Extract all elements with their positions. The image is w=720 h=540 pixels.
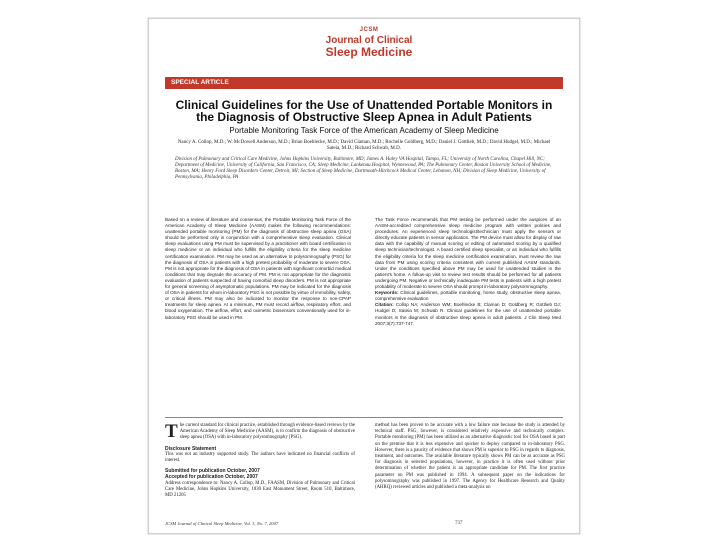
keywords-label: Keywords: <box>375 290 399 296</box>
abstract-left-column <box>165 217 351 321</box>
accepted-heading: Accepted for publication October, 2007 <box>165 474 258 481</box>
disclosure-text: This was not an industry supported study. The authors have indicated no financial conflicts of interest. <box>165 451 355 464</box>
body-right-text: method has been proven to be accurate with a low failure rate because the study is attended by technical staff. PSG, however, is considered relatively expensive and technically complex. Portable monitoring (PM) has been utilized as an alternative diagnostic tool for OSA based in part on the premise that it is less expensive and quicker to deploy compared to in-laboratory PSG. However, there is a paucity of evidence that shows PM is superior to PSG in regards to diagnosis, treatment, and outcomes. The available literature typically shows PM can be as accurate as PSG for diagnosis in selected populations, however, in practice it is often used without prior determination of whether the patient is an appropriate candidate for PM. The first practice parameter on PM was published in 1994. A subsequent paper on the indications for polysomnography was published in 1997. The Agency for Healthcare Research and Quality (AHRQ) reviewed articles and published a meta-analysis on <box>375 423 565 491</box>
article-page <box>148 18 580 534</box>
journal-footer: JCSM Journal of Clinical Sleep Medicine, Vol. 3, No. 7, 2007 <box>165 521 279 526</box>
article-title: Clinical Guidelines for the Use of Unattended Portable Monitors in the Diagnosis of Obstructive Sleep Apnea in Adult Patients <box>175 98 553 124</box>
citation-label: Citation: <box>375 302 394 308</box>
affiliations: Division of Pulmonary and Critical Care Medicine, Johns Hopkins University, Baltimore, MD; James A. Haley VA Hospital, Tampa, FL; University of North Carolina, Chapel Hill, NC; Department of Medicine, University of California, San Francisco, CA; Sleep Medicine, Lankenau Hospital, Wynnewood, PA; The Pulmonary Center, Boston University School of Medicine, Boston, MA; Henry Ford Sleep Disorders Center, Detroit, MI; Section of Sleep Medicine, Dartmouth-Hitchcock Medical Center, Lebanon, NH; Division of Sleep Medicine, University of Pennsylvania, Philadelphia, PA <box>175 157 552 180</box>
section-divider <box>165 417 563 418</box>
abstract-left-text: Based on a review of literature and consensus, the Portable Monitoring Task Force of the American Academy of Sleep Medicine (AASM) makes the following recommendations: unattended portable monitoring (PM) for the diagnosis of obstructive sleep apnea (OSA) should be performed only in conjunction with a comprehensive sleep evaluation. Clinical sleep evaluations using PM must be supervised by a practitioner with board certification in sleep medicine or an individual who fulfills the eligibility criteria for the sleep medicine certification examination. PM may be used as an alternative to polysomnography (PSG) for the diagnosis of OSA in patients with a high pretest probability of moderate to severe OSA. PM is not appropriate for the diagnosis of OSA in patients with significant comorbid medical conditions that may degrade the accuracy of PM. PM is not appropriate for the diagnostic evaluation of patients suspected of having comorbid sleep disorders. PM is not appropriate for general screening of asymptomatic populations. PM may be indicated for the diagnosis of OSA in patients for whom in-laboratory PSG is not possible by virtue of immobility, safety, or critical illness. PM may also be indicated to monitor the response to non-CPAP treatments for sleep apnea. At a minimum, PM must record airflow, respiratory effort, and blood oxygenation. The airflow, effort, and oximetric biosensors conventionally used for in-laboratory PSG should be used in PM. <box>165 217 351 320</box>
page-number: 737 <box>455 521 463 526</box>
submitted-heading: Submitted for publication October, 2007 <box>165 468 260 475</box>
journal-name-line2: Sleep Medicine <box>325 45 413 59</box>
body-left-text: he current standard for clinical practice, established through evidence-based reviews by the American Academy of Sleep Medicine (AASM), is to confirm the diagnosis of obstructive sleep apnea (OSA) with in-laboratory polysomnography (PSG). <box>179 423 355 441</box>
citation-text: Collop NA; Anderson WM; Boehlecke B; Claman D; Goldberg R; Gottlieb DJ; Hudgel D; Sateia M; Schwab R. Clinical guidelines for the use of unattended portable monitors in the diagnosis of obstructive sleep apnea in adult patients. J Clin Sleep Med 2007;3(7):737-747. <box>375 302 562 326</box>
special-article-banner: SPECIAL ARTICLE <box>165 77 563 89</box>
abstract-right-column <box>375 217 561 327</box>
body-right-column <box>375 423 565 491</box>
drop-cap: T <box>165 421 178 442</box>
keywords-text: Clinical guidelines, portable monitoring, home study, obstructive sleep apnea, comprehensive evaluation <box>375 290 561 302</box>
body-left-column <box>165 423 355 499</box>
author-list: Nancy A. Collop, M.D.; W. McDowell Anderson, M.D.; Brian Boehlecke, M.D.; David Claman, M.D.; Rochelle Goldberg, M.D.; Daniel J. Gottlieb, M.D.; David Hudgel, M.D.; Michael Sateia, M.D.; Richard Schwab, M.D. <box>177 140 551 151</box>
article-subtitle: Portable Monitoring Task Force of the American Academy of Sleep Medicine <box>229 126 499 135</box>
address-text: Address correspondence to: Nancy A. Collop, M.D., FAASM, Division of Pulmonary and Critical Care Medicine, Johns Hopkins University, 1830 East Monument Street, Room 510, Baltimore, MD 21205 <box>165 480 355 499</box>
abstract-right-text: The Task Force recommends that PM testing be performed under the auspices of an AASM-accredited comprehensive sleep medicine program with written policies and procedures. An experienced sleep technologist/technician must apply the sensors or directly educate patients in sensor application. The PM device must allow for display of raw data with the capability of manual scoring or editing of automated scoring by a qualified sleep technician/technologist. A board certified sleep specialist, or an individual who fulfills the eligibility criteria for the sleep medicine certification examination, must review the raw data from PM using scoring criteria consistent with current published AASM standards. Under the conditions specified above PM may be used for unattended studies in the patient's home. A follow-up visit to review test results should be performed for all patients undergoing PM. Negative or technically inadequate PM tests in patients with a high pretest probability of moderate to severe OSA should prompt in-laboratory polysomnography. <box>375 217 561 290</box>
journal-name-line1: Journal of Clinical <box>325 35 413 46</box>
disclosure-heading: Disclosure Statement <box>165 445 217 452</box>
journal-org: JCSM <box>359 27 379 33</box>
